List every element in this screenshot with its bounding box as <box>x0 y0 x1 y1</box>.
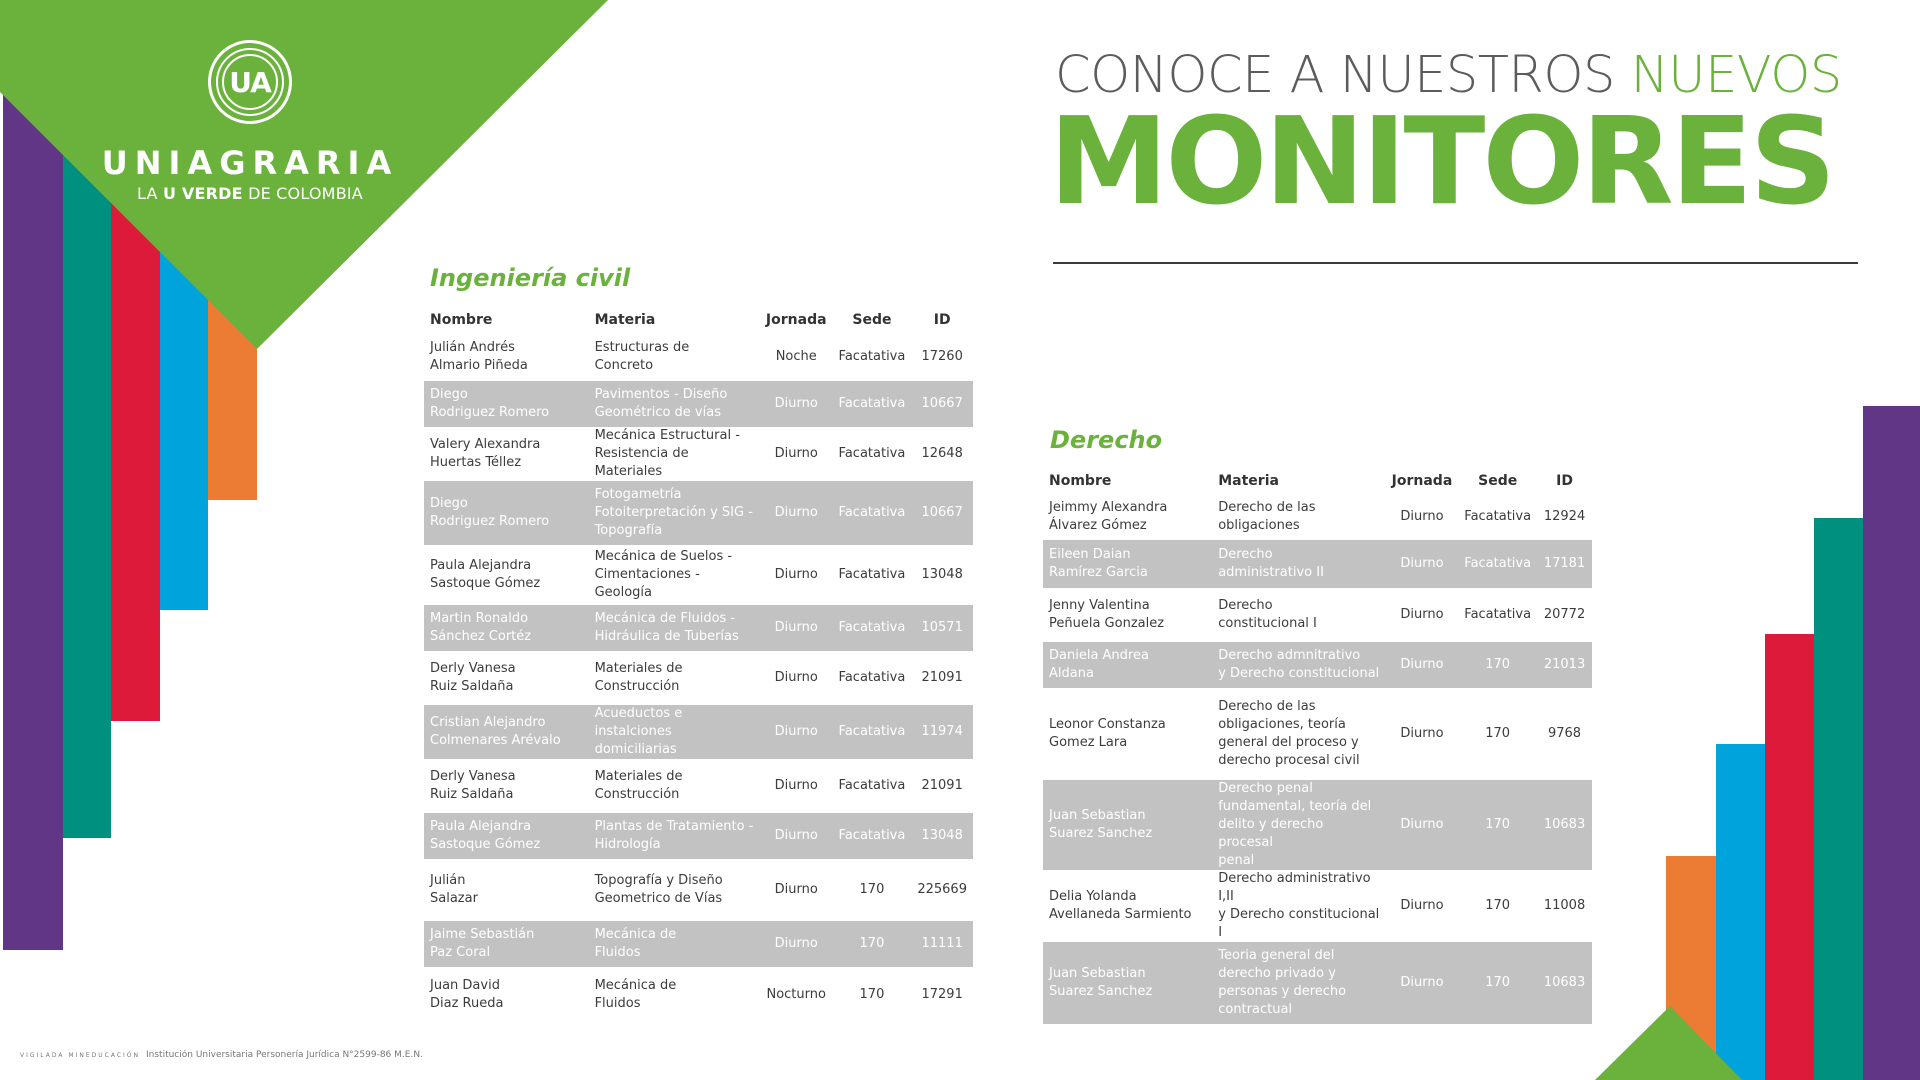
nombre-line: Peñuela Gonzalez <box>1049 616 1165 631</box>
cell-sede: 170 <box>1458 942 1537 1024</box>
cell-jornada: Diurno <box>760 481 833 545</box>
materia-line: Fluidos <box>594 996 641 1011</box>
col-header-nombre: Nombre <box>1049 473 1112 489</box>
col-header-id: ID <box>1556 473 1573 489</box>
table-row <box>424 545 973 605</box>
table-row <box>424 813 973 859</box>
nombre-line: Sánchez Cortéz <box>430 629 532 644</box>
footer-note <box>20 1050 423 1060</box>
materia-line: Derecho de las <box>1218 699 1316 714</box>
materia-line: Estructuras de <box>594 340 690 355</box>
cell-jornada: Diurno <box>760 921 833 967</box>
brand-name: UNIAGRARIA <box>101 144 399 182</box>
cell-jornada: Diurno <box>760 705 833 759</box>
cell-id: 10571 <box>911 605 973 651</box>
nombre-line: Jenny Valentina <box>1049 598 1150 613</box>
cell-materia <box>1212 870 1385 942</box>
nombre-line: Jaime Sebastián <box>430 927 535 942</box>
nombre-line: Ruiz Saldaña <box>430 787 514 802</box>
nombre-line: Derly Vanesa <box>430 769 516 784</box>
table-row <box>424 759 973 813</box>
cell-sede: Facatativa <box>833 381 912 427</box>
nombre-line: Aldana <box>1049 666 1094 681</box>
nombre-line: Ramírez Garcia <box>1049 565 1148 580</box>
table-row <box>424 651 973 705</box>
cell-sede: 170 <box>1458 780 1537 870</box>
cell-materia <box>589 427 760 481</box>
cell-id: 12924 <box>1543 509 1586 524</box>
table-header-row <box>1043 468 1592 494</box>
nombre-line: Juan Sebastian <box>1049 808 1146 823</box>
materia-line: Construcción <box>594 679 680 694</box>
nombre-line: Daniela Andrea <box>1049 648 1149 663</box>
cell-id: 10683 <box>1537 942 1592 1024</box>
nombre-line: Sastoque Gómez <box>430 837 541 852</box>
table-row <box>424 967 973 1023</box>
col-header-materia: Materia <box>1218 473 1279 489</box>
materia-line: Mecánica de <box>594 927 677 942</box>
nombre-line: Colmenares Arévalo <box>430 733 561 748</box>
nombre-line: Álvarez Gómez <box>1049 518 1147 533</box>
cell-nombre <box>424 651 589 705</box>
cell-materia <box>589 705 760 759</box>
nombre-line: Leonor Constanza <box>1049 717 1166 732</box>
nombre-line: Diaz Rueda <box>430 996 504 1011</box>
cell-sede: Facatativa <box>833 705 912 759</box>
cell-sede: 170 <box>1458 642 1537 688</box>
nombre-line: Juan David <box>430 978 500 993</box>
materia-line: Plantas de Tratamiento - <box>594 819 754 834</box>
nombre-line: Diego <box>430 387 468 402</box>
cell-sede: Facatativa <box>838 778 906 793</box>
cell-nombre <box>424 427 589 481</box>
table-row <box>1043 540 1592 588</box>
materia-line: Mecánica de Suelos - <box>594 549 733 564</box>
left-bar-purple <box>3 90 63 950</box>
cell-id: 10683 <box>1537 780 1592 870</box>
materia-line: Topografía y Diseño <box>594 873 723 888</box>
cell-nombre <box>424 705 589 759</box>
nombre-line: Juan Sebastian <box>1049 966 1146 981</box>
materia-line: Geométrico de vías <box>594 405 721 420</box>
nombre-line: Gomez Lara <box>1049 735 1128 750</box>
cell-sede: Facatativa <box>833 481 912 545</box>
cell-nombre <box>424 381 589 427</box>
cell-sede: Facatativa <box>838 567 906 582</box>
materia-line: Mecánica Estructural - <box>594 428 740 443</box>
materia-line: fundamental, teoría del <box>1218 799 1372 814</box>
cell-id: 20772 <box>1543 607 1586 622</box>
table-row <box>1043 494 1592 540</box>
cell-id: 11111 <box>911 921 973 967</box>
materia-line: Mecánica de Fluidos - <box>594 611 736 626</box>
nombre-line: Rodriguez Romero <box>430 405 550 420</box>
materia-line: Materiales de <box>594 661 683 676</box>
table-row <box>424 333 973 381</box>
cell-sede: 170 <box>859 882 885 897</box>
materia-line: Derecho penal <box>1218 781 1313 796</box>
cell-materia <box>1212 780 1385 870</box>
cell-nombre <box>1043 642 1212 688</box>
nombre-line: Martin Ronaldo <box>430 611 529 626</box>
cell-id: 21091 <box>921 670 963 685</box>
headline-main-title: MONITORES <box>1049 93 1834 232</box>
materia-line: derecho procesal civil <box>1218 753 1360 768</box>
materia-line: Fotoiterpretación y SIG - <box>594 505 753 520</box>
cell-id: 11974 <box>911 705 973 759</box>
cell-materia <box>1212 540 1385 588</box>
materia-line: Derecho admnitrativo <box>1218 648 1361 663</box>
materia-line: Fotogametría <box>594 487 682 502</box>
materia-line: contractual <box>1218 1002 1293 1017</box>
nombre-line: Rodriguez Romero <box>430 514 550 529</box>
right-bar-purple <box>1863 406 1920 1080</box>
nombre-line: Huertas Téllez <box>430 455 522 470</box>
table-row <box>424 381 973 427</box>
cell-materia <box>1212 588 1385 642</box>
table-row <box>1043 780 1592 870</box>
materia-line: Materiales de <box>594 769 683 784</box>
tagline-pre: LA <box>137 184 163 203</box>
nombre-line: Ruiz Saldaña <box>430 679 514 694</box>
cell-jornada: Diurno <box>1386 942 1459 1024</box>
cell-id: 21013 <box>1537 642 1592 688</box>
cell-sede: Facatativa <box>838 349 906 364</box>
nombre-line: Suarez Sanchez <box>1049 984 1153 999</box>
cell-sede: Facatativa <box>1464 607 1532 622</box>
nombre-line: Diego <box>430 496 468 511</box>
table-row <box>424 605 973 651</box>
nombre-line: Cristian Alejandro <box>430 715 546 730</box>
nombre-line: Paz Coral <box>430 945 491 960</box>
cell-jornada: Diurno <box>774 446 818 461</box>
derecho-rows <box>1043 494 1592 1024</box>
cell-nombre <box>1043 494 1212 540</box>
table-row <box>424 481 973 545</box>
materia-line: Derecho <box>1218 547 1273 562</box>
cell-jornada: Diurno <box>1400 607 1444 622</box>
nombre-line: Avellaneda Sarmiento <box>1049 907 1192 922</box>
brand-logo <box>100 40 400 203</box>
materia-line: Geometrico de Vías <box>594 891 723 906</box>
cell-nombre <box>424 813 589 859</box>
cell-materia <box>1212 494 1385 540</box>
footer-vigilada: VIGILADA MINEDUCACIÓN <box>20 1052 140 1059</box>
cell-id: 9768 <box>1547 726 1582 741</box>
table-header-row <box>424 307 973 333</box>
left-bar-red <box>111 200 160 721</box>
materia-line: Derecho <box>1218 598 1273 613</box>
nombre-line: Eileen Daian <box>1049 547 1131 562</box>
cell-id: 10667 <box>911 381 973 427</box>
table-row <box>424 427 973 481</box>
col-header-id: ID <box>933 312 951 328</box>
cell-id: 17181 <box>1537 540 1592 588</box>
nombre-line: Julián Andrés <box>430 340 515 355</box>
cell-jornada: Diurno <box>1400 726 1444 741</box>
cell-nombre <box>424 859 589 921</box>
col-header-sede: Sede <box>1478 473 1518 489</box>
materia-line: Acueductos e <box>594 706 683 721</box>
cell-nombre <box>424 967 589 1023</box>
cell-materia <box>589 813 760 859</box>
cell-materia <box>589 759 760 813</box>
col-header-sede: Sede <box>852 312 892 328</box>
cell-nombre <box>1043 540 1212 588</box>
table-row <box>1043 942 1592 1024</box>
cell-materia <box>1212 642 1385 688</box>
cell-sede: Facatativa <box>1458 540 1537 588</box>
cell-jornada: Diurno <box>760 605 833 651</box>
left-bar-teal <box>63 150 111 838</box>
right-bar-teal <box>1814 518 1863 1080</box>
cell-sede: 170 <box>1485 898 1511 913</box>
cell-sede: Facatativa <box>833 605 912 651</box>
cell-sede: Facatativa <box>838 446 906 461</box>
nombre-line: Almario Piñeda <box>430 358 528 373</box>
cell-jornada: Diurno <box>774 778 818 793</box>
nombre-line: Derly Vanesa <box>430 661 516 676</box>
cell-materia <box>589 381 760 427</box>
cell-jornada: Diurno <box>774 670 818 685</box>
materia-line: administrativo II <box>1218 565 1324 580</box>
materia-line: Teoria general del <box>1218 948 1335 963</box>
cell-jornada: Diurno <box>1386 540 1459 588</box>
nombre-line: Paula Alejandra <box>430 558 532 573</box>
cell-materia <box>589 921 760 967</box>
table-row <box>1043 870 1592 942</box>
materia-line: Derecho de las <box>1218 500 1316 515</box>
materia-line: penal <box>1218 853 1255 868</box>
headline <box>1049 46 1855 232</box>
ingenieria-rows <box>424 333 973 1023</box>
materia-line: Pavimentos - Diseño <box>594 387 728 402</box>
cell-nombre <box>1043 870 1212 942</box>
materia-line: derecho privado y <box>1218 966 1336 981</box>
materia-line: delito y derecho procesal <box>1218 817 1324 850</box>
materia-line: Mecánica de <box>594 978 677 993</box>
table-row <box>1043 688 1592 780</box>
materia-line: y Derecho constitucional <box>1218 666 1380 681</box>
cell-materia <box>589 605 760 651</box>
materia-line: personas y derecho <box>1218 984 1347 999</box>
cell-jornada: Diurno <box>1386 642 1459 688</box>
materia-line: obligaciones <box>1218 518 1300 533</box>
nombre-line: Julián <box>430 873 466 888</box>
headline-divider <box>1053 262 1858 264</box>
col-header-jornada: Jornada <box>1391 473 1453 489</box>
materia-line: constitucional I <box>1218 616 1317 631</box>
col-header-materia: Materia <box>594 312 656 328</box>
cell-nombre <box>424 759 589 813</box>
materia-line: Fluidos <box>594 945 641 960</box>
ingenieria-table <box>424 307 973 1023</box>
brand-tagline <box>100 184 400 203</box>
cell-nombre <box>424 481 589 545</box>
cell-id: 11008 <box>1543 898 1586 913</box>
cell-materia <box>1212 688 1385 780</box>
cell-materia <box>589 545 760 605</box>
cell-sede: Facatativa <box>833 813 912 859</box>
cell-jornada: Diurno <box>760 813 833 859</box>
derecho-title: Derecho <box>1050 426 1163 454</box>
cell-id: 10667 <box>911 481 973 545</box>
cell-id: 17260 <box>921 349 963 364</box>
materia-line: Construcción <box>594 787 680 802</box>
cell-id: 13048 <box>921 567 963 582</box>
tagline-bold: U VERDE <box>162 184 243 203</box>
cell-id: 21091 <box>921 778 963 793</box>
cell-nombre <box>1043 688 1212 780</box>
cell-jornada: Diurno <box>760 381 833 427</box>
cell-sede: 170 <box>833 921 912 967</box>
headline-green-text: NUEVOS <box>1630 46 1842 105</box>
table-row <box>1043 642 1592 688</box>
right-bar-red <box>1765 634 1814 1080</box>
nombre-line: Salazar <box>430 891 478 906</box>
ua-seal-icon <box>208 40 292 124</box>
cell-sede: Facatativa <box>1464 509 1532 524</box>
col-header-nombre: Nombre <box>430 312 493 328</box>
nombre-line: Paula Alejandra <box>430 819 532 834</box>
cell-nombre <box>1043 780 1212 870</box>
cell-materia <box>1212 942 1385 1024</box>
cell-nombre <box>424 921 589 967</box>
cell-jornada: Diurno <box>1400 509 1444 524</box>
nombre-line: Jeimmy Alexandra <box>1049 500 1168 515</box>
logo-initials: UA <box>229 65 271 99</box>
table-row <box>424 859 973 921</box>
materia-line: obligaciones, teoría <box>1218 717 1346 732</box>
cell-id: 225669 <box>917 882 967 897</box>
cell-materia <box>589 333 760 381</box>
cell-jornada: Diurno <box>1386 780 1459 870</box>
cell-nombre <box>424 333 589 381</box>
cell-id: 17291 <box>921 987 963 1002</box>
materia-line: Concreto <box>594 358 654 373</box>
right-bar-blue <box>1716 744 1765 1080</box>
cell-nombre <box>1043 942 1212 1024</box>
table-row <box>424 921 973 967</box>
cell-sede: 170 <box>1485 726 1511 741</box>
footer-legal-text: Institución Universitaria Personería Jurídica N°2599-86 M.E.N. <box>146 1050 423 1060</box>
materia-line: Derecho administrativo I,II <box>1218 871 1371 904</box>
cell-materia <box>589 859 760 921</box>
materia-line: Hidráulica de Tuberías <box>594 629 739 644</box>
ingenieria-title: Ingeniería civil <box>430 264 631 292</box>
cell-materia <box>589 481 760 545</box>
nombre-line: Suarez Sanchez <box>1049 826 1153 841</box>
cell-materia <box>589 967 760 1023</box>
nombre-line: Delia Yolanda <box>1049 889 1137 904</box>
cell-jornada: Diurno <box>1400 898 1444 913</box>
left-bar-blue <box>160 250 208 610</box>
nombre-line: Sastoque Gómez <box>430 576 541 591</box>
materia-line: Cimentaciones - Geología <box>594 567 700 600</box>
table-row <box>424 705 973 759</box>
materia-line: Hidrología <box>594 837 661 852</box>
cell-jornada: Diurno <box>774 567 818 582</box>
materia-line: Topografía <box>594 523 663 538</box>
table-row <box>1043 588 1592 642</box>
cell-jornada: Diurno <box>774 882 818 897</box>
materia-line: Resistencia de Materiales <box>594 446 689 479</box>
cell-jornada: Nocturno <box>766 987 826 1002</box>
cell-nombre <box>424 545 589 605</box>
headline-gray-text: CONOCE A NUESTROS <box>1055 46 1631 105</box>
derecho-table <box>1043 468 1592 1024</box>
cell-sede: 170 <box>859 987 885 1002</box>
cell-jornada: Noche <box>775 349 817 364</box>
cell-nombre <box>424 605 589 651</box>
materia-line: y Derecho constitucional I <box>1218 907 1380 940</box>
tagline-post: DE COLOMBIA <box>242 184 363 203</box>
col-header-jornada: Jornada <box>765 312 827 328</box>
materia-line: instalciones domiciliarias <box>594 724 677 757</box>
materia-line: general del proceso y <box>1218 735 1359 750</box>
nombre-line: Valery Alexandra <box>430 437 541 452</box>
cell-id: 13048 <box>911 813 973 859</box>
cell-sede: Facatativa <box>838 670 906 685</box>
cell-id: 12648 <box>921 446 963 461</box>
cell-nombre <box>1043 588 1212 642</box>
cell-materia <box>589 651 760 705</box>
